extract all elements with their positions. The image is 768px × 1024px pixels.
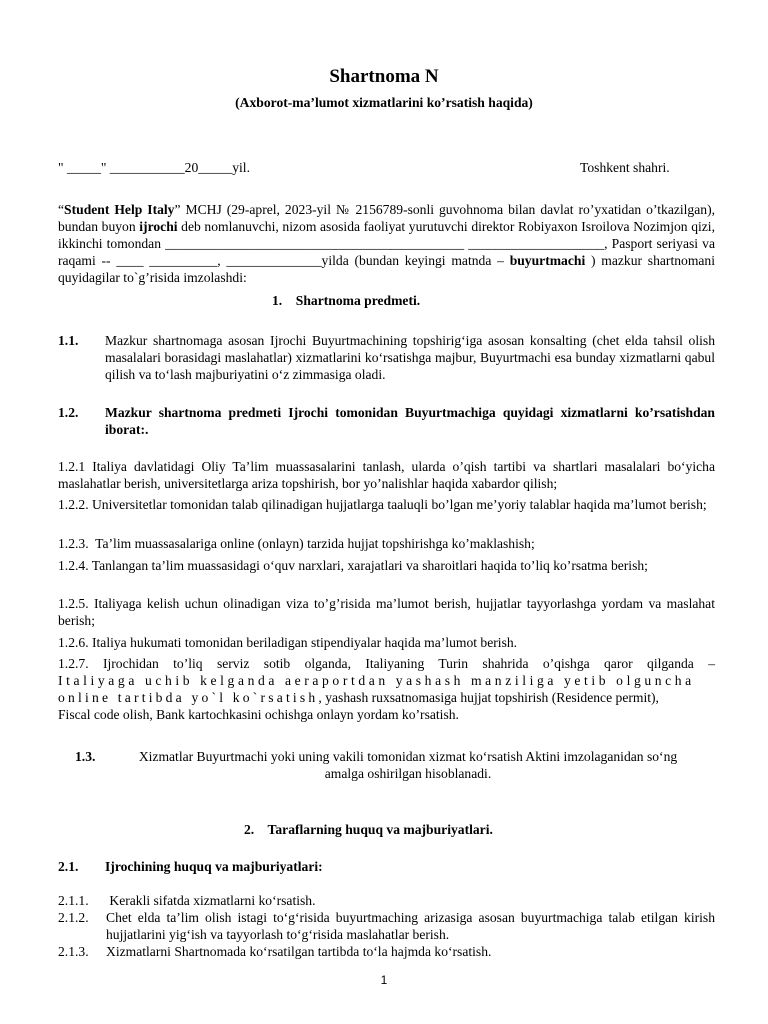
clause-1-2-text: Mazkur shartnoma predmeti Ijrochi tomonidan Buyurtmachiga quyidagi xizmatlarni ko’rsatishdan iborat:. (105, 405, 715, 437)
term-ijrochi: ijrochi (139, 219, 178, 234)
intro-text-1: MCHJ (29-aprel, 2023-yil № 2156789-sonli guvohnoma bilan davlat ro’yxatidan o’tkazilgan), bundan buyon (58, 202, 715, 234)
document-title: Shartnoma N (329, 66, 439, 87)
clause-1-2-number: 1.2. (58, 405, 79, 420)
term-buyurtmachi: buyurtmachi (509, 253, 586, 268)
item-1-2-5: 1.2.5. Italiyaga kelish uchun olinadigan viza to’g’risida ma’lumot berish, hujjatlar tayyorlashga yordam va maslahat berish; (58, 596, 715, 628)
intro-text-2: deb nomlanuvchi, nizom asosida faoliyat yurutuvchi direktor Robiyaxon Isroilova Nozimjon qizi, ikkinchi tomondan ____________________________________________ ____________________, Pasport seriyasi va raqami -- ____ __________, ______________yilda (bundan keyingi matnda – (58, 219, 715, 268)
item-1-2-3: 1.2.3. Ta’lim muassasalariga online (onlayn) tarzida hujjat topshirishga ko’maklashish; (58, 536, 535, 551)
document-subtitle: (Axborot-ma’lumot xizmatlarini ko’rsatish haqida) (235, 95, 533, 110)
item-2-1-3-number: 2.1.3. (58, 944, 89, 959)
clause-1-3-number: 1.3. (75, 749, 96, 764)
item-1-2-7-line-4: Fiscal code olish, Bank kartochkasini ochishga onlayn yordam ko’rsatish. (58, 707, 459, 722)
clause-2-1-text: Ijrochining huquq va majburiyatlari: (105, 859, 323, 874)
section-1-heading: 1. Shartnoma predmeti. (272, 293, 421, 308)
page-number: 1 (380, 973, 388, 987)
item-1-2-2: 1.2.2. Universitetlar tomonidan talab qilinadigan hujjatlarga taaluqli bo’lgan me’yoriy talablar haqida ma’lumot berish; (58, 497, 707, 512)
item-1-2-7-line-1: 1.2.7. Ijrochidan to’liq serviz sotib olganda, Italiyaning Turin shahrida o’qishga qaror qilganda – (58, 656, 715, 671)
item-1-2-7-line-2: Italiyaga uchib kelganda aeraportdan yashash manziliga yetib olguncha (58, 673, 695, 688)
intro-paragraph (58, 201, 715, 286)
clause-1-3-text: Xizmatlar Buyurtmachi yoki uning vakili tomonidan xizmat ko‘rsatish Aktini imzolaganidan so‘ng amalga oshirilgan hisoblanadi. (138, 749, 678, 781)
item-1-2-1: 1.2.1 Italiya davlatidagi Oliy Ta’lim muassasalarini tanlash, ularda o’qish tartibi va shartlari masalalari bo‘yicha maslahatlar berish, universitetlarga ariza topshirish, bor yo’nalishlar haqida xabardor qilish; (58, 459, 715, 491)
item-2-1-3-text: Xizmatlarni Shartnomada ko‘rsatilgan tartibda to‘la hajmda ko‘rsatish. (106, 944, 492, 959)
item-2-1-1 (58, 892, 715, 909)
item-2-1-2-text: Chet elda ta’lim olish istagi to‘g‘risida buyurtmaching arizasiga asosan buyurtmachiga talab etilgan kirish hujjatlarini yig‘ish va tayyorlash to‘g‘risida maslahatlar berish. (106, 910, 715, 942)
clause-1-1-number: 1.1. (58, 333, 79, 348)
item-1-2-7-spaced-text: online tartibda yo`l ko`rsatish (58, 690, 319, 705)
quote-close: ” (174, 202, 181, 217)
item-1-2-6: 1.2.6. Italiya hukumati tomonidan beriladigan stipendiyalar haqida ma’lumot berish. (58, 635, 518, 650)
date-line: " _____" ___________20_____yil. (58, 160, 250, 175)
city-name: Toshkent shahri. (580, 160, 670, 175)
item-1-2-7-line-3 (58, 689, 715, 706)
item-2-1-1-text: Kerakli sifatda xizmatlarni ko‘rsatish. (106, 893, 316, 908)
item-1-2-4: 1.2.4. Tanlangan ta’lim muassasidagi o‘quv narxlari, xarajatlari va sharoitlari haqida to’liq ko’rsatma berish; (58, 558, 648, 573)
item-2-1-3 (58, 943, 715, 960)
company-name: Student Help Italy (64, 202, 175, 217)
item-2-1-2 (58, 909, 715, 942)
item-1-2-7-rest-text: , yashash ruxsatnomasiga hujjat topshirish (Residence permit), (318, 690, 659, 705)
intro-text-3: ) mazkur shartnomani quyidagilar to`g’risida imzolashdi: (58, 253, 715, 285)
section-2-heading: 2. Taraflarning huquq va majburiyatlari. (244, 822, 493, 837)
item-2-1-1-number: 2.1.1. (58, 893, 89, 908)
clause-2-1-number: 2.1. (58, 859, 79, 874)
clause-1-1-text: Mazkur shartnomaga asosan Ijrochi Buyurtmachining topshirig‘iga asosan konsalting (chet elda tahsil olish masalalari borasidagi maslahatlar) xizmatlarini ko‘rsatishga majbur, Buyurtmachi esa bunday xizmatlarni qabul qilish va to‘lash majburiyatini o‘z zimmasiga oladi. (105, 333, 715, 382)
quote-open: “ (58, 202, 65, 217)
item-2-1-2-number: 2.1.2. (58, 910, 89, 925)
